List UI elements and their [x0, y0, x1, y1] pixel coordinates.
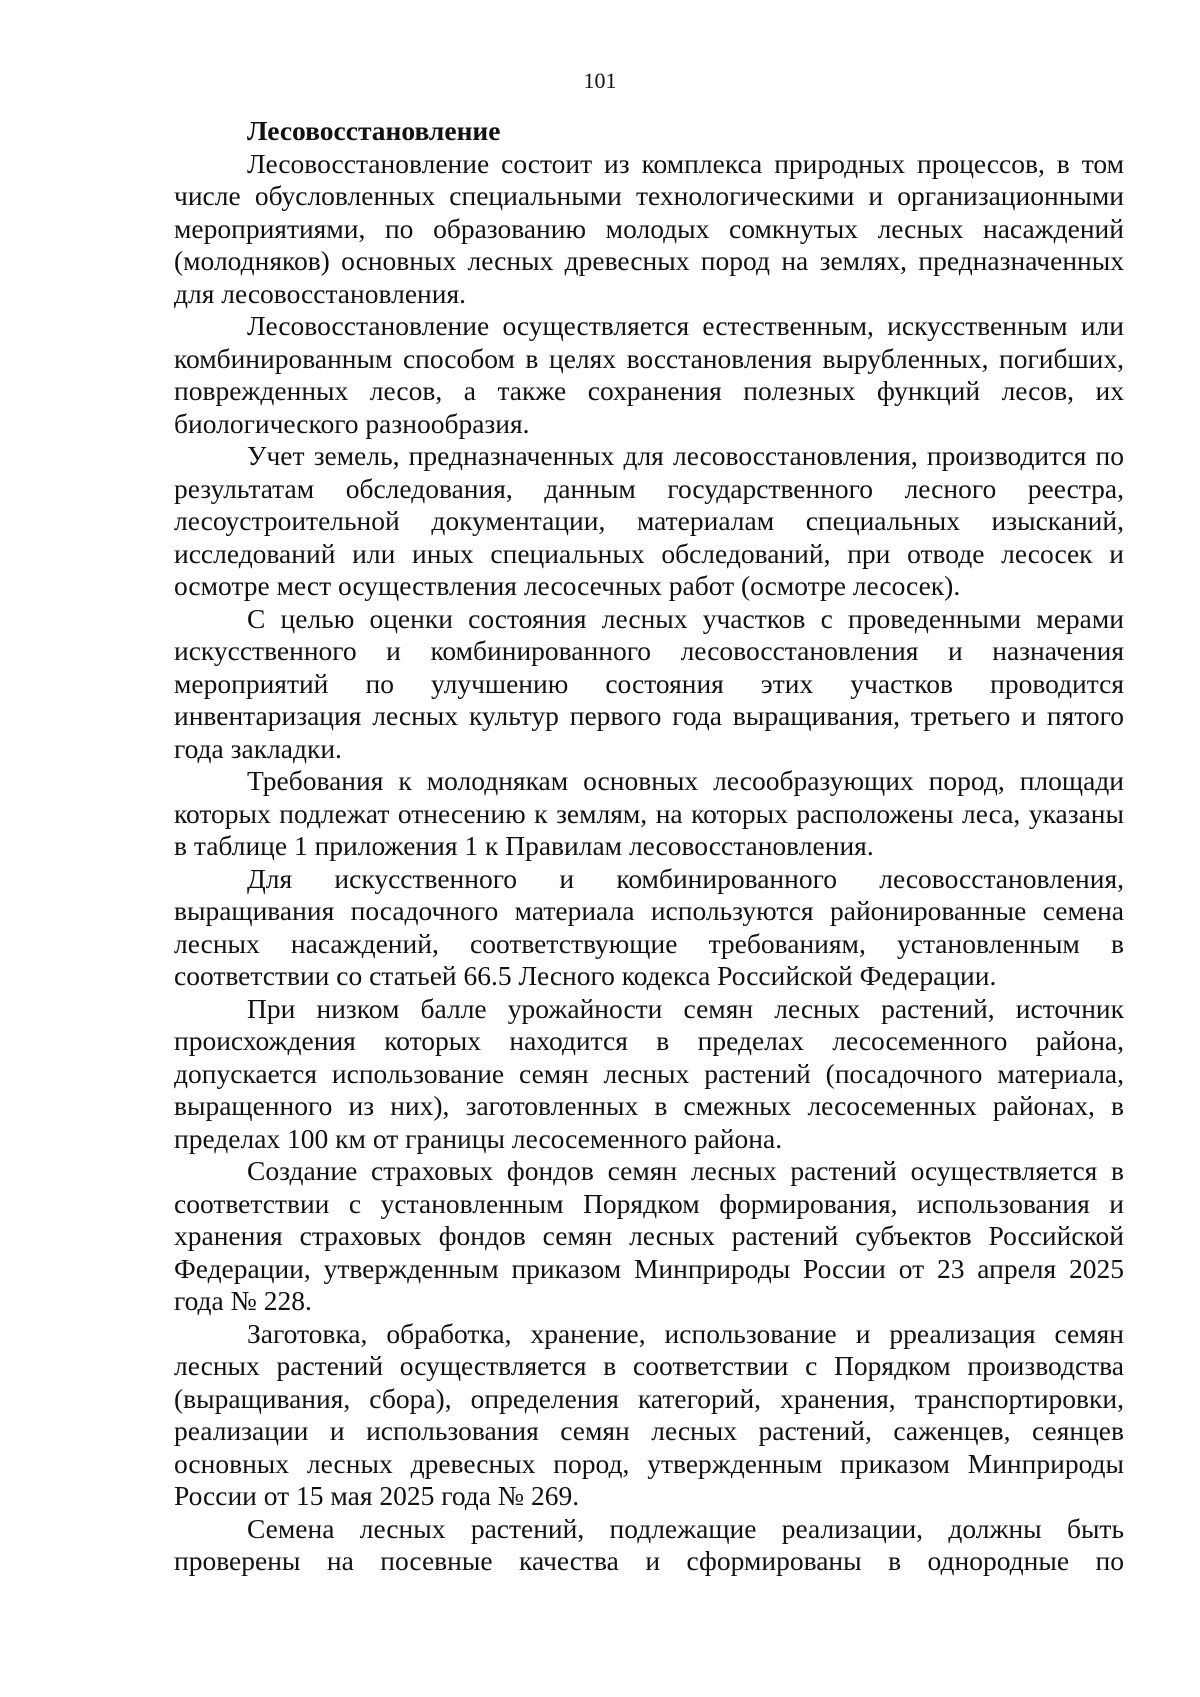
paragraph: Создание страховых фондов семян лесных растений осуществляется в соответствии с установленным Порядком формирования, использования и хранения страховых фондов семян лесных растений субъектов Российской Федерации, утвержденным приказом Минприроды России от 23 апреля 2025 года № 228. — [174, 1155, 1124, 1316]
paragraph: Учет земель, предназначенных для лесовосстановления, производится по результатам обследования, данным государственного лесного реестра, лесоустроительной документации, материалам специальных изысканий, исследований или иных специальных обследований, при отводе лесосек и осмотре мест осуществления лесосечных работ (осмотре лесосек). — [174, 440, 1124, 601]
paragraph: Требования к молоднякам основных лесообразующих пород, площади которых подлежат отнесению к землям, на которых расположены леса, указаны в таблице 1 приложения 1 к Правилам лесовосстановления. — [174, 765, 1124, 861]
paragraph: Заготовка, обработка, хранение, использование и рреализация семян лесных растений осуществляется в соответствии с Порядком производства (выращивания, сбора), определения категорий, хранения, транспортировки, реализации и использования семян лесных растений, саженцев, сеянцев основных лесных древесных пород, утвержденным приказом Минприроды России от 15 мая 2025 года № 269. — [174, 1317, 1124, 1511]
paragraph: При низком балле урожайности семян лесных растений, источник происхождения которых находится в пределах лесосеменного района, допускается использование семян лесных растений (посадочного материала, выращенного из них), заготовленных в смежных лесосеменных районах, в пределах 100 км от границы лесосеменного района. — [174, 992, 1124, 1154]
paragraph: С целью оценки состояния лесных участков с проведенными мерами искусственного и комбинированного лесовосстановления и назначения мероприятий по улучшению состояния этих участков проводится инвентаризация лесных культур первого года выращивания, третьего и пятого года закладки. — [174, 602, 1124, 764]
page-number: 101 — [583, 68, 617, 93]
section-heading: Лесовосстановление — [247, 115, 501, 146]
document-body — [174, 115, 1124, 1578]
paragraph: Для искусственного и комбинированного лесовосстановления, выращивания посадочного материала используются районированные семена лесных насаждений, соответствующие требованиям, установленным в соответствии со статьей 66.5 Лесного кодекса Российской Федерации. — [174, 862, 1124, 991]
paragraph: Лесовосстановление состоит из комплекса природных процессов, в том числе обусловленных специальными технологическими и организационными мероприятиями, по образованию молодых сомкнутых лесных насаждений (молодняков) основных лесных древесных пород на землях, предназначенных для лесовосстановления. — [174, 147, 1124, 309]
paragraph: Лесовосстановление осуществляется естественным, искусственным или комбинированным способом в целях восстановления вырубленных, погибших, поврежденных лесов, а также сохранения полезных функций лесов, их биологического разнообразия. — [174, 310, 1124, 439]
paragraph-continued: Семена лесных растений, подлежащие реализации, должны быть проверены на посевные качества и сформированы в однородные по — [174, 1512, 1124, 1576]
